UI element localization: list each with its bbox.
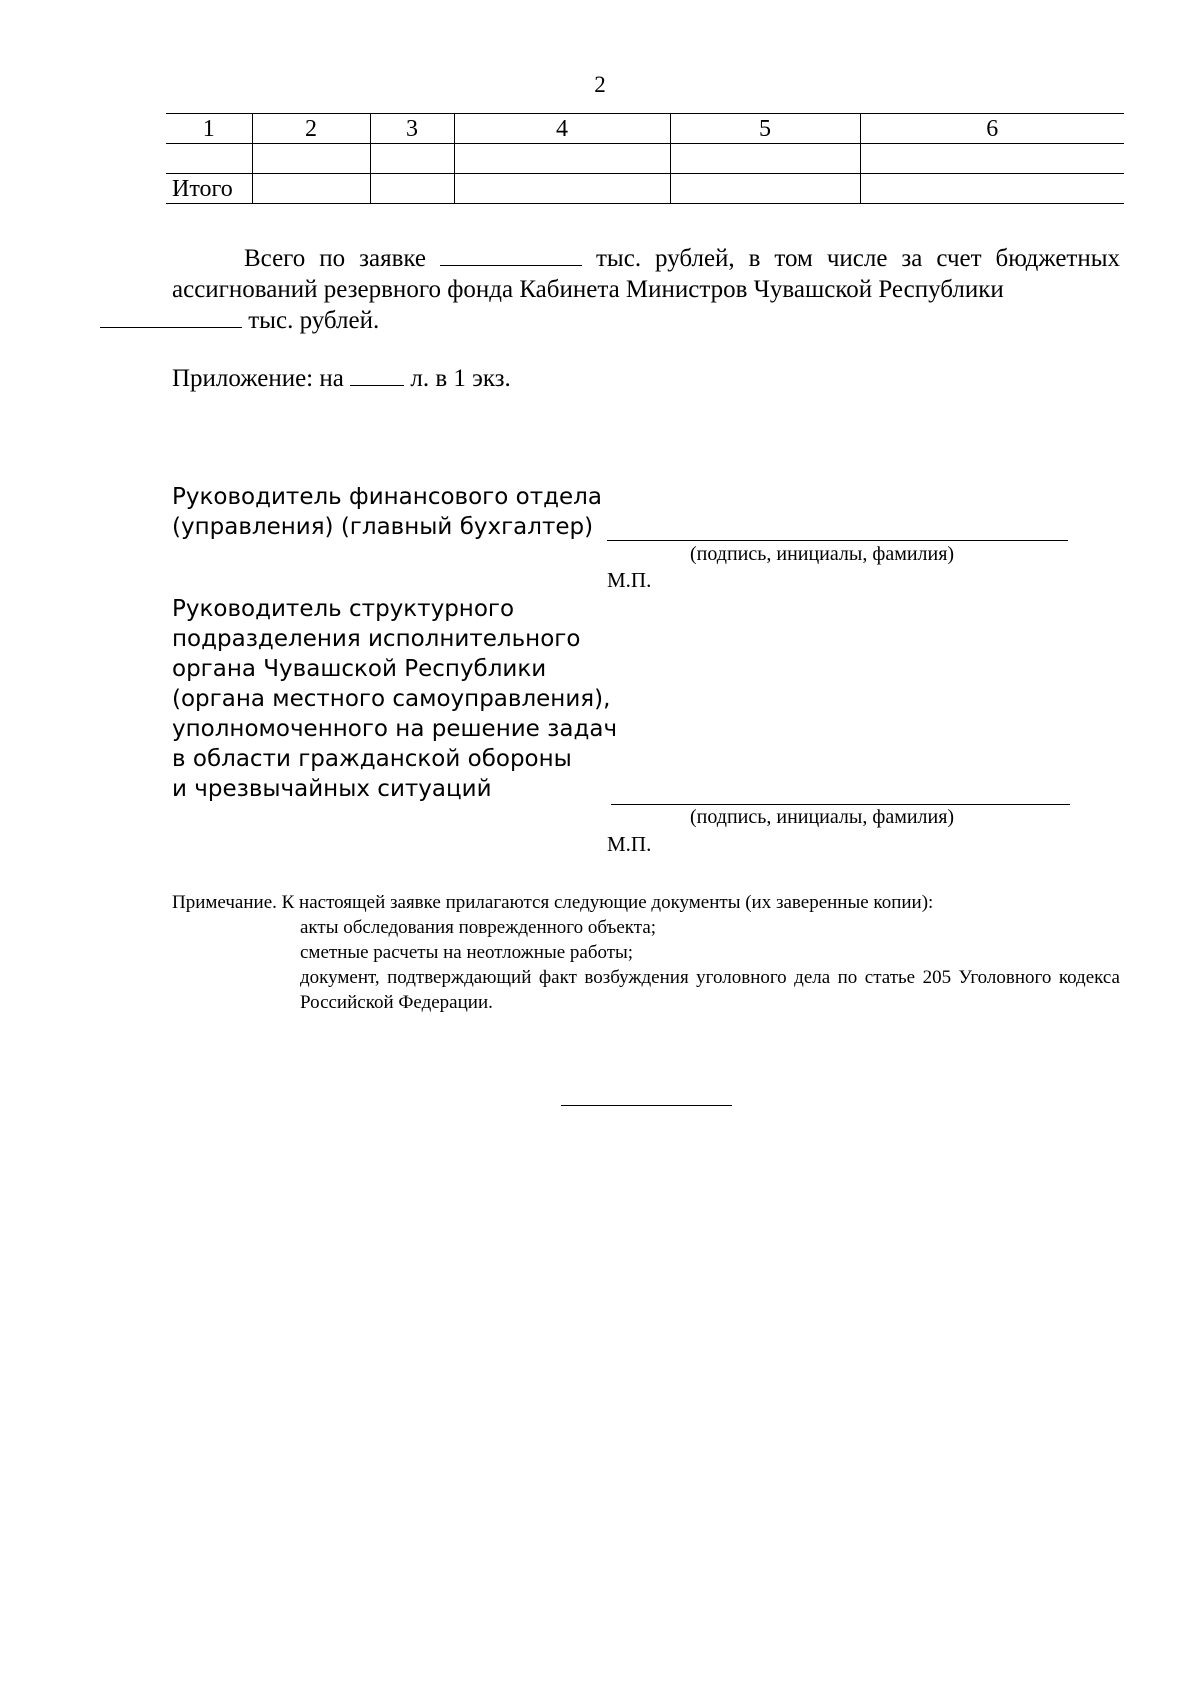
total-paragraph	[172, 243, 1120, 336]
note-item: документ, подтверждающий факт возбуждения уголовного дела по статье 205 Уголовного кодекса Российской Федерации.	[300, 967, 1120, 1013]
table-header-cell: 4	[454, 114, 670, 144]
table-cell	[670, 174, 860, 204]
note-item: сметные расчеты на неотложные работы;	[300, 942, 634, 963]
table-cell	[370, 144, 454, 174]
total-text-end: тыс. рублей.	[248, 307, 380, 334]
finance-stamp-label: М.П.	[607, 568, 652, 592]
finance-signature-line	[607, 540, 1068, 541]
structural-signature-line	[611, 804, 1070, 805]
page-number: 2	[594, 72, 606, 97]
note-item: акты обследования поврежденного объекта;	[300, 917, 657, 938]
table-header-row	[166, 114, 1124, 144]
title-line: органа Чувашской Республики	[172, 656, 547, 682]
table-cell	[860, 174, 1124, 204]
table-cell	[860, 144, 1124, 174]
table-row	[166, 144, 1124, 174]
end-divider	[561, 1105, 732, 1106]
attachment-suffix: л. в 1 экз.	[410, 365, 511, 392]
title-line: (органа местного самоуправления),	[172, 686, 611, 712]
structural-signature-caption: (подпись, инициалы, фамилия)	[690, 806, 955, 828]
attachment-line	[172, 363, 511, 393]
finance-signature-caption: (подпись, инициалы, фамилия)	[690, 543, 955, 565]
finance-head-title	[172, 482, 602, 542]
table-cell	[454, 144, 670, 174]
note-list	[300, 915, 1120, 1015]
request-table	[166, 113, 1124, 204]
note-intro: Примечание. К настоящей заявке прилагаются следующие документы (их заверенные копии):	[172, 892, 934, 913]
table-cell	[166, 144, 252, 174]
table-cell	[252, 144, 370, 174]
total-text-start: Всего по заявке	[244, 245, 427, 272]
title-line: Руководитель финансового отдела	[172, 484, 602, 510]
table-total-label: Итого	[166, 174, 252, 204]
table-header-cell: 1	[166, 114, 252, 144]
title-line: Руководитель структурного	[172, 596, 515, 622]
attachment-prefix: Приложение: на	[172, 365, 344, 392]
table-header-cell: 5	[670, 114, 860, 144]
title-line: и чрезвычайных ситуаций	[172, 776, 492, 802]
table-header-cell: 3	[370, 114, 454, 144]
title-line: в области гражданской обороны	[172, 746, 572, 772]
table-cell	[370, 174, 454, 204]
title-line: (управления) (главный бухгалтер)	[172, 514, 594, 540]
table-total-row	[166, 174, 1124, 204]
total-amount-blank	[440, 243, 582, 266]
total-text-middle: тыс. рублей, в том числе за счет бюджетных ассигнований резервного фонда Кабинета Министров Чувашской Республики	[172, 245, 1121, 303]
table-cell	[252, 174, 370, 204]
reserve-amount-blank	[100, 305, 242, 328]
table-header-cell: 2	[252, 114, 370, 144]
structural-head-title	[172, 594, 617, 804]
table-header-cell: 6	[860, 114, 1124, 144]
sheets-count-blank	[350, 363, 404, 386]
title-line: уполномоченного на решение задач	[172, 716, 618, 742]
table-cell	[670, 144, 860, 174]
structural-stamp-label: М.П.	[607, 832, 652, 856]
table-cell	[454, 174, 670, 204]
title-line: подразделения исполнительного	[172, 626, 581, 652]
